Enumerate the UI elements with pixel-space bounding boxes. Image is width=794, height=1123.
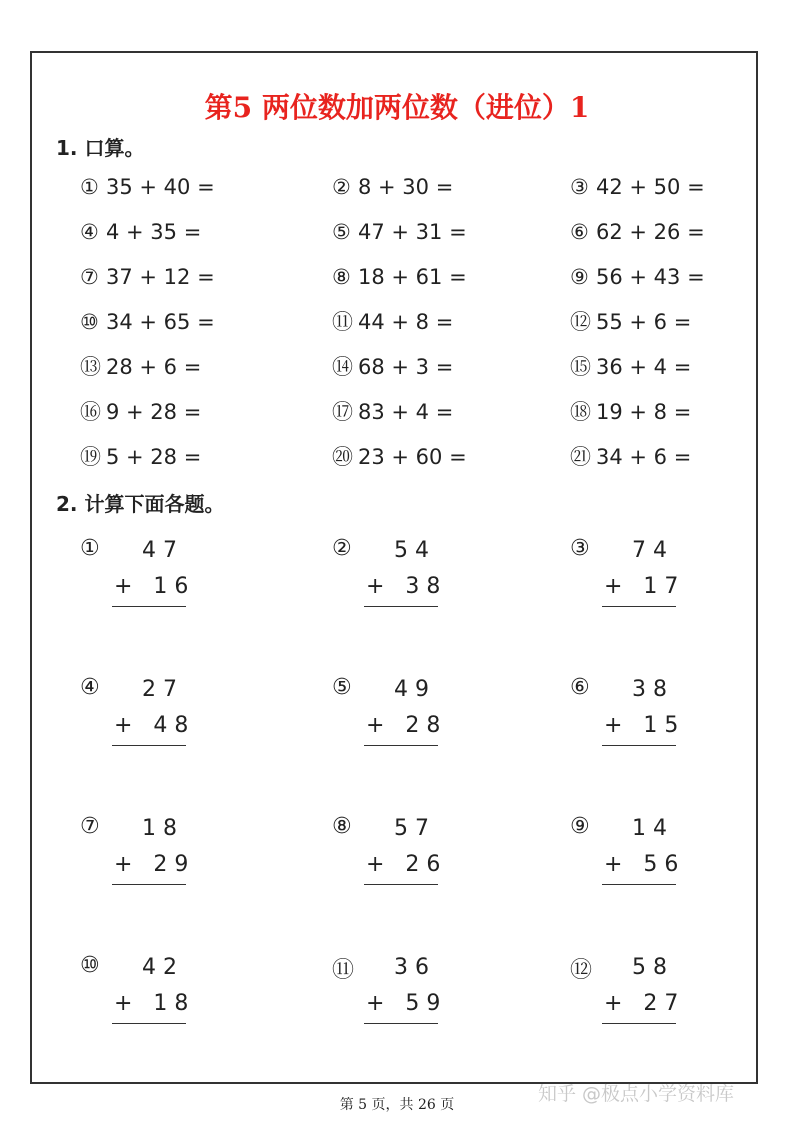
addend-top: 49	[394, 677, 436, 702]
vertical-problem	[332, 951, 570, 1090]
problem-number: ⑫	[570, 310, 591, 334]
answer-line	[602, 884, 676, 885]
problem-number: ⑲	[80, 445, 101, 469]
problem-expression: 4 + 35 =	[106, 220, 202, 244]
problem-number: ⑤	[332, 220, 351, 244]
addend-top: 74	[632, 538, 674, 563]
oral-row	[80, 440, 740, 485]
addend-top: 18	[142, 816, 184, 841]
oral-row	[80, 170, 740, 215]
addend-top: 14	[632, 816, 674, 841]
addend-bottom: + 59	[366, 991, 448, 1016]
addend-bottom: + 26	[366, 852, 448, 877]
problem-number: ⑩	[80, 310, 99, 334]
problem-expression: 9 + 28 =	[106, 400, 202, 424]
section-2-heading: 2. 计算下面各题。	[56, 492, 225, 516]
problem-expression: 83 + 4 =	[358, 400, 454, 424]
oral-problem	[570, 305, 740, 350]
problem-expression: 68 + 3 =	[358, 355, 454, 379]
oral-problem	[570, 170, 740, 215]
oral-problem	[80, 395, 332, 440]
problem-number: ⑦	[80, 265, 99, 289]
problem-number: ⑫	[570, 958, 593, 983]
vertical-row	[80, 534, 740, 673]
vertical-problem	[332, 812, 570, 951]
problem-number: ㉑	[570, 445, 591, 469]
answer-line	[364, 745, 438, 746]
vertical-problem	[80, 534, 332, 673]
oral-problem	[80, 440, 332, 485]
answer-line	[112, 745, 186, 746]
addend-top: 42	[142, 955, 184, 980]
worksheet-title: 第5 两位数加两位数（进位）1	[204, 91, 590, 124]
problem-expression: 44 + 8 =	[358, 310, 454, 334]
vertical-problem	[332, 534, 570, 673]
problem-number: ⑪	[332, 958, 355, 983]
addend-bottom: + 56	[604, 852, 686, 877]
vertical-addition-grid	[80, 534, 740, 1090]
addend-bottom: + 27	[604, 991, 686, 1016]
addend-bottom: + 18	[114, 991, 196, 1016]
oral-problem	[332, 395, 570, 440]
problem-number: ⑨	[570, 814, 590, 839]
addend-top: 38	[632, 677, 674, 702]
vertical-problem	[80, 951, 332, 1090]
addend-bottom: + 16	[114, 574, 196, 599]
problem-number: ⑭	[332, 355, 353, 379]
oral-problem	[570, 350, 740, 395]
problem-expression: 23 + 60 =	[358, 445, 467, 469]
vertical-row	[80, 951, 740, 1090]
problem-expression: 55 + 6 =	[596, 310, 692, 334]
problem-number: ⑧	[332, 814, 352, 839]
answer-line	[112, 606, 186, 607]
page-footer: 第 5 页，共 26 页	[339, 1097, 455, 1113]
addend-top: 57	[394, 816, 436, 841]
oral-problem	[332, 305, 570, 350]
vertical-row	[80, 673, 740, 812]
addend-top: 54	[394, 538, 436, 563]
problem-expression: 37 + 12 =	[106, 265, 215, 289]
problem-expression: 34 + 65 =	[106, 310, 215, 334]
oral-problem	[332, 215, 570, 260]
addend-bottom: + 17	[604, 574, 686, 599]
answer-line	[602, 745, 676, 746]
oral-problem	[570, 215, 740, 260]
problem-number: ⑨	[570, 265, 589, 289]
problem-expression: 19 + 8 =	[596, 400, 692, 424]
oral-row	[80, 305, 740, 350]
problem-expression: 36 + 4 =	[596, 355, 692, 379]
problem-number: ⑦	[80, 814, 100, 839]
problem-number: ⑯	[80, 400, 101, 424]
addend-top: 47	[142, 538, 184, 563]
oral-problem	[570, 440, 740, 485]
problem-number: ④	[80, 220, 99, 244]
addend-top: 58	[632, 955, 674, 980]
problem-number: ⑥	[570, 220, 589, 244]
oral-problem	[80, 305, 332, 350]
answer-line	[602, 1023, 676, 1024]
vertical-problem	[80, 673, 332, 812]
oral-problem	[332, 350, 570, 395]
problem-expression: 42 + 50 =	[596, 175, 705, 199]
problem-number: ⑪	[332, 310, 353, 334]
vertical-problem	[332, 673, 570, 812]
vertical-row	[80, 812, 740, 951]
problem-number: ⑩	[80, 953, 100, 978]
problem-expression: 35 + 40 =	[106, 175, 215, 199]
problem-number: ⑮	[570, 355, 591, 379]
answer-line	[364, 1023, 438, 1024]
problem-number: ⑬	[80, 355, 101, 379]
oral-problem	[570, 395, 740, 440]
oral-problem	[80, 350, 332, 395]
addend-bottom: + 38	[366, 574, 448, 599]
vertical-problem	[570, 673, 740, 812]
oral-row	[80, 395, 740, 440]
vertical-problem	[570, 951, 740, 1090]
oral-problem	[332, 170, 570, 215]
problem-number: ⑥	[570, 675, 590, 700]
answer-line	[364, 606, 438, 607]
problem-number: ⑰	[332, 400, 353, 424]
answer-line	[364, 884, 438, 885]
oral-row	[80, 215, 740, 260]
problem-number: ①	[80, 175, 99, 199]
problem-expression: 56 + 43 =	[596, 265, 705, 289]
oral-problem	[332, 260, 570, 305]
problem-expression: 34 + 6 =	[596, 445, 692, 469]
oral-row	[80, 350, 740, 395]
addend-bottom: + 28	[366, 713, 448, 738]
problem-expression: 8 + 30 =	[358, 175, 454, 199]
problem-expression: 62 + 26 =	[596, 220, 705, 244]
problem-number: ⑳	[332, 445, 353, 469]
problem-expression: 5 + 28 =	[106, 445, 202, 469]
problem-number: ⑧	[332, 265, 351, 289]
problem-expression: 18 + 61 =	[358, 265, 467, 289]
vertical-problem	[570, 812, 740, 951]
problem-number: ⑱	[570, 400, 591, 424]
oral-problem	[570, 260, 740, 305]
problem-number: ②	[332, 175, 351, 199]
problem-number: ④	[80, 675, 100, 700]
answer-line	[112, 1023, 186, 1024]
addend-bottom: + 48	[114, 713, 196, 738]
oral-problem	[80, 215, 332, 260]
problem-number: ⑤	[332, 675, 352, 700]
problem-expression: 28 + 6 =	[106, 355, 202, 379]
section-1-heading: 1. 口算。	[56, 136, 145, 160]
problem-number: ①	[80, 536, 100, 561]
oral-row	[80, 260, 740, 305]
answer-line	[602, 606, 676, 607]
addend-top: 27	[142, 677, 184, 702]
watermark: 知乎 @极点小学资料库	[538, 1083, 735, 1105]
vertical-problem	[80, 812, 332, 951]
problem-number: ③	[570, 175, 589, 199]
oral-arithmetic-grid	[80, 170, 740, 485]
oral-problem	[332, 440, 570, 485]
oral-problem	[80, 260, 332, 305]
addend-top: 36	[394, 955, 436, 980]
answer-line	[112, 884, 186, 885]
addend-bottom: + 15	[604, 713, 686, 738]
problem-expression: 47 + 31 =	[358, 220, 467, 244]
problem-number: ②	[332, 536, 352, 561]
vertical-problem	[570, 534, 740, 673]
addend-bottom: + 29	[114, 852, 196, 877]
problem-number: ③	[570, 536, 590, 561]
oral-problem	[80, 170, 332, 215]
